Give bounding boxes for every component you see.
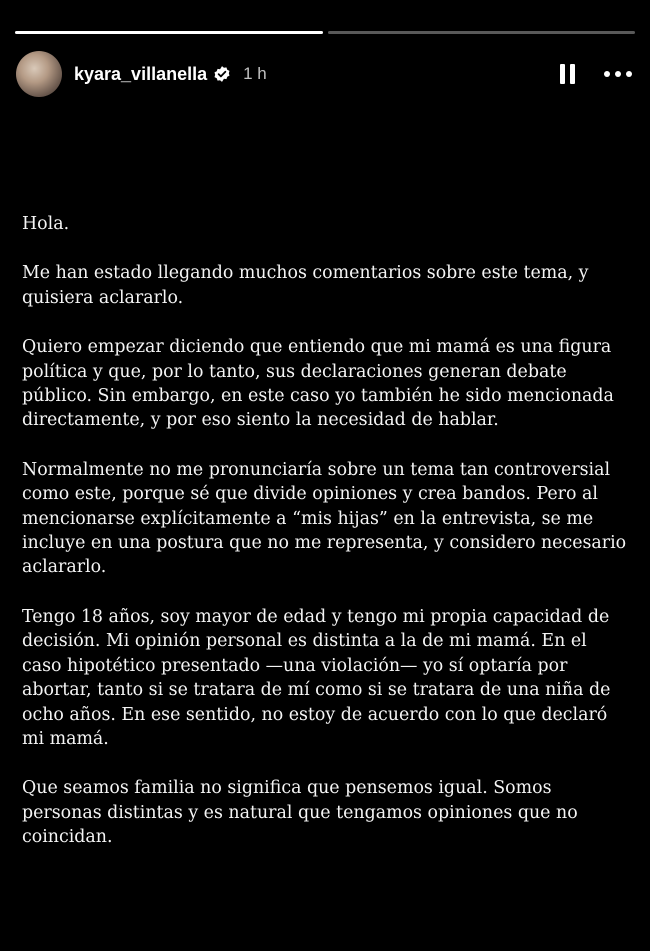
paragraph-intro: Me han estado llegando muchos comentarios sobre este tema, y quisiera aclararlo. bbox=[22, 263, 589, 308]
avatar[interactable] bbox=[16, 51, 62, 97]
post-time: 1 h bbox=[243, 64, 267, 83]
pause-icon[interactable] bbox=[556, 63, 578, 85]
paragraph-opinion: Tengo 18 años, soy mayor de edad y tengo mi propia capacidad de decisión. Mi opinión personal es distinta a la de mi mamá. En el caso hipotético presentado —una violación— yo sí optaría por abortar, tanto si se tratara de mí como si se tratara de una niña de ocho años. En ese sentido, no estoy de acuerdo con lo que declaró mi mamá. bbox=[22, 606, 611, 749]
paragraph-reason: Normalmente no me pronunciaría sobre un tema tan controversial como este, porque sé que divide opiniones y crea bandos. Pero al mencionarse explícitamente a “mis hijas” en la entrevista, se me incluye en una postura que no me representa, y considero necesario aclararlo. bbox=[22, 459, 627, 578]
more-options-icon[interactable] bbox=[602, 67, 634, 81]
paragraph-context: Quiero empezar diciendo que entiendo que mi mamá es una figura política y que, por lo tanto, sus declaraciones generan debate público. Sin embargo, en este caso yo también he sido mencionada directamente, y por eso siento la necesidad de hablar. bbox=[22, 337, 614, 431]
story-progress-segment-1 bbox=[15, 31, 323, 34]
paragraph-greeting: Hola. bbox=[22, 214, 70, 234]
username[interactable]: kyara_villanella bbox=[74, 63, 208, 84]
paragraph-closing: Que seamos familia no significa que pensemos igual. Somos personas distintas y es natural que tengamos opiniones que no coincidan. bbox=[22, 778, 578, 848]
story-text bbox=[22, 212, 630, 875]
story-header bbox=[16, 50, 634, 98]
story-progress-bar bbox=[15, 31, 635, 34]
verified-badge-icon bbox=[213, 65, 231, 83]
story-progress-segment-2 bbox=[328, 31, 636, 34]
